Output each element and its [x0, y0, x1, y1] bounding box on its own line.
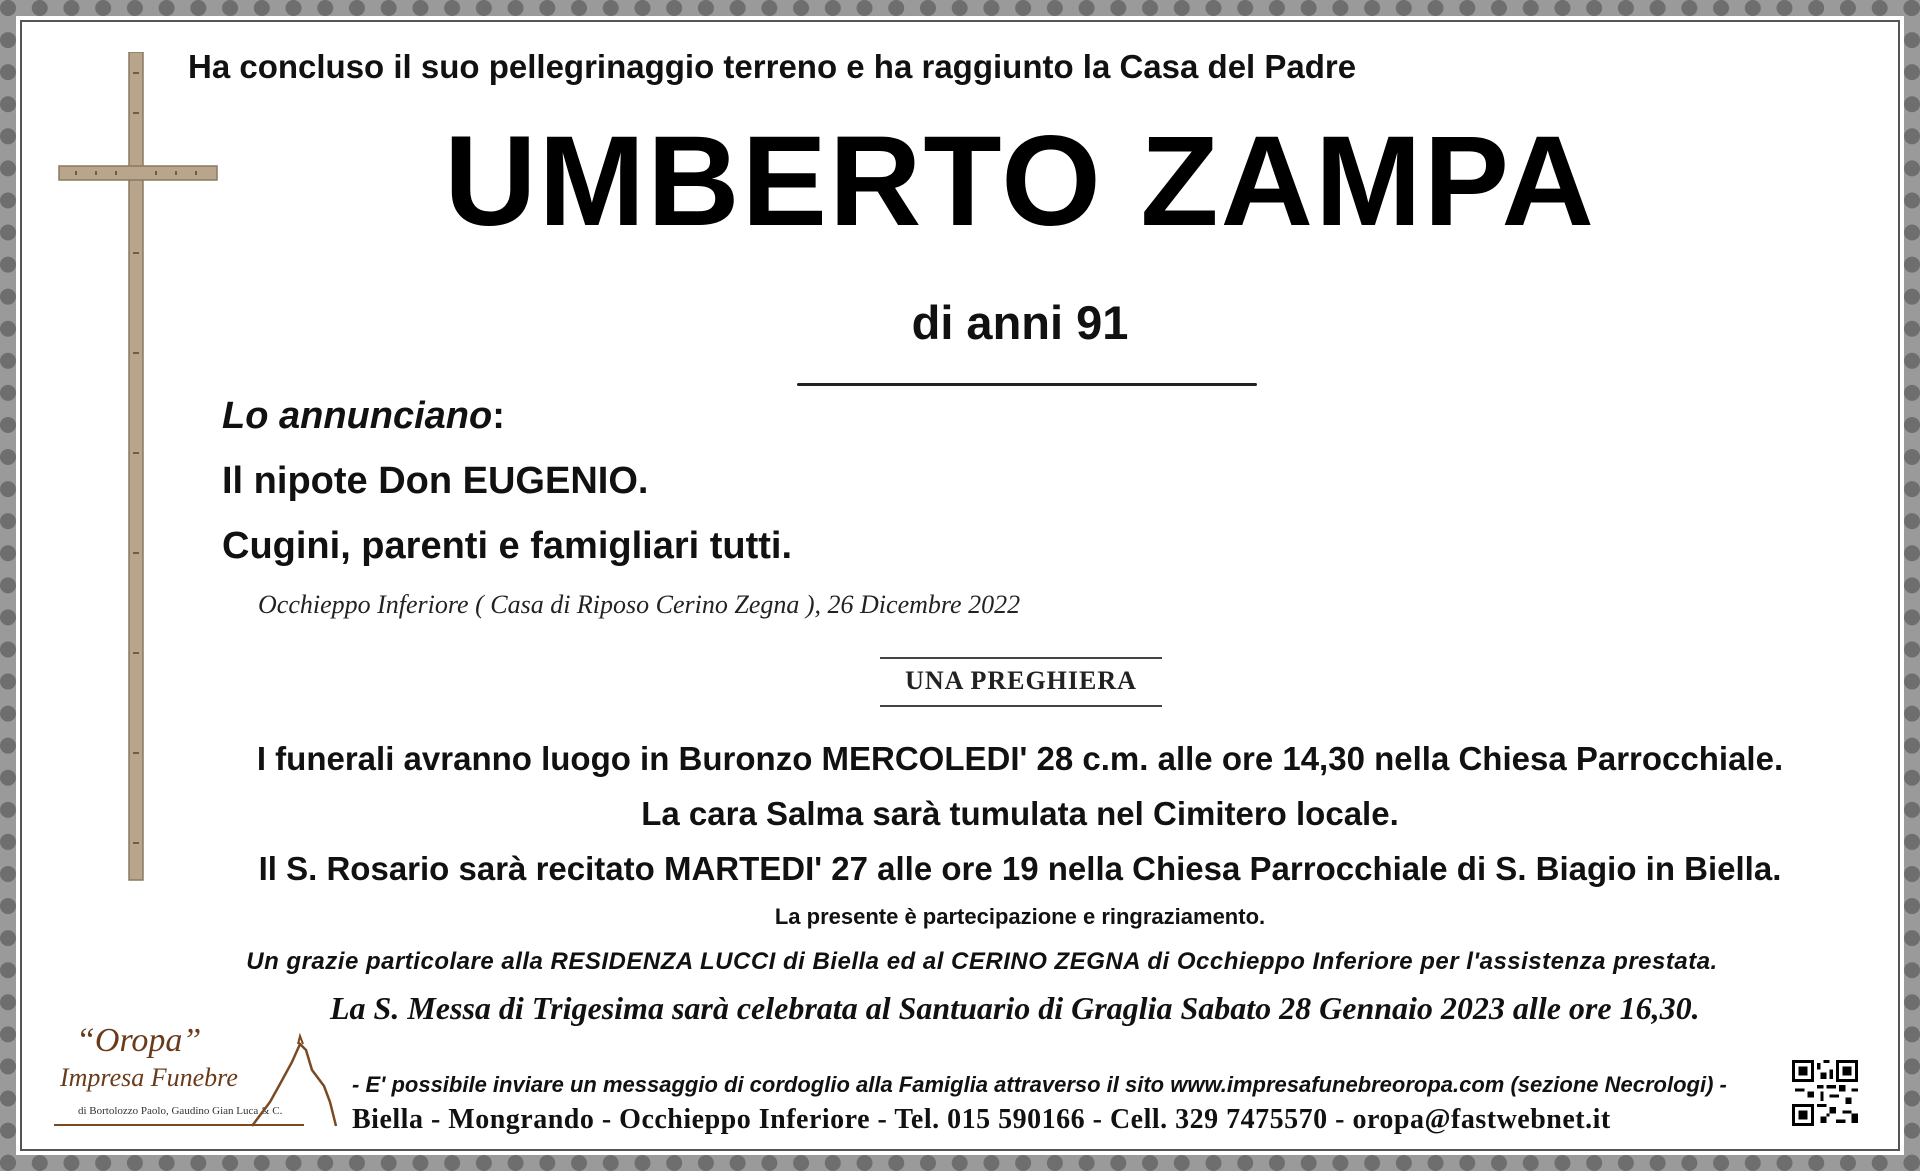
- logo-title: “Oropa”: [76, 1022, 202, 1059]
- age-text: di anni 91: [911, 296, 1129, 349]
- intro-text: Ha concluso il suo pellegrinaggio terreno e ha raggiunto la Casa del Padre: [188, 48, 1357, 85]
- participation-note: La presente è partecipazione e ringraziamento.: [774, 904, 1266, 929]
- logo-owners: di Bortolozzo Paolo, Gaudino Gian Luca & C.: [78, 1105, 283, 1117]
- funeral-info: I funerali avranno luogo in Buronzo MERCOLEDI' 28 c.m. alle ore 14,30 nella Chiesa Parrocchiale.: [256, 740, 1784, 777]
- logo-subtitle: Impresa Funebre: [60, 1063, 238, 1092]
- qr-code-icon[interactable]: [1792, 1060, 1858, 1131]
- divider: [797, 383, 1257, 386]
- thanks-note: Un grazie particolare alla RESIDENZA LUCCI di Biella ed al CERINO ZEGNA di Occhieppo Inferiore per l'assistenza prestata.: [246, 948, 1718, 975]
- announcement-colon: :: [492, 395, 505, 437]
- mountain-logo-icon: [250, 1022, 340, 1137]
- announcement-line: Cugini, parenti e famigliari tutti.: [222, 525, 793, 567]
- place-date: Occhieppo Inferiore ( Casa di Riposo Cerino Zegna ), 26 Dicembre 2022: [258, 590, 1021, 619]
- announcement-line: Il nipote Don EUGENIO.: [222, 460, 649, 502]
- rosary-info: Il S. Rosario sarà recitato MARTEDI' 27 alle ore 19 nella Chiesa Parrocchiale di S. Biagio in Biella.: [258, 850, 1782, 887]
- footer-contacts: Biella - Mongrando - Occhieppo Inferiore - Tel. 015 590166 - Cell. 329 7475570 - oropa@fastwebnet.it: [352, 1104, 1611, 1135]
- deceased-name: UMBERTO ZAMPA: [444, 110, 1596, 253]
- mass-info: La S. Messa di Trigesima sarà celebrata al Santuario di Graglia Sabato 28 Gennaio 2023 alle ore 16,30.: [330, 990, 1700, 1026]
- prayer-label: UNA PREGHIERA: [905, 666, 1137, 695]
- announcement-heading: [222, 395, 505, 438]
- announcement-heading-text: Lo annunciano: [222, 395, 493, 437]
- footer-message: - E' possibile inviare un messaggio di cordoglio alla Famiglia attraverso il sito www.impresafunebreoropa.com (sezione Necrologi) -: [352, 1072, 1727, 1097]
- burial-info: La cara Salma sarà tumulata nel Cimitero locale.: [641, 795, 1399, 832]
